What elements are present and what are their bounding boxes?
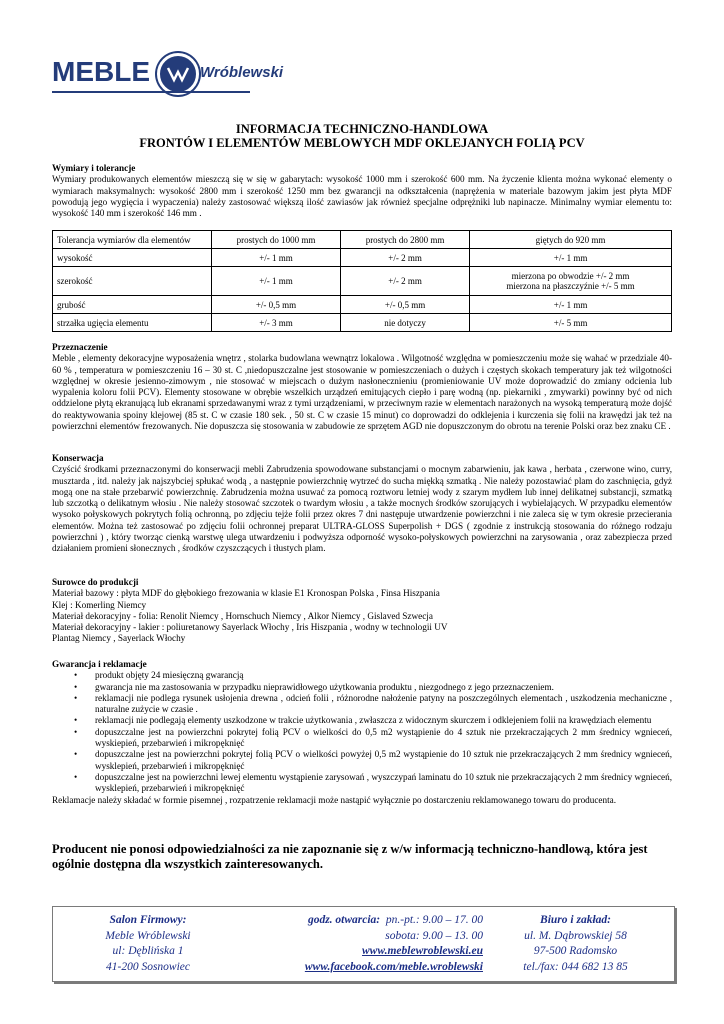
table-cell: +/- 5 mm: [470, 314, 672, 332]
table-cell: strzałka ugięcia elementu: [53, 314, 212, 332]
section-heading: Konserwacja: [52, 453, 104, 463]
list-item: • gwarancja nie ma zastosowania w przypadku nieprawidłowego użytkowania produktu , niezgodnego z jego przeznaczeniem.: [52, 682, 672, 693]
list-item: Materiał bazowy : płyta MDF do głębokiego frezowania w klasie E1 Kronospan Polska , Finsa Hiszpania: [52, 588, 440, 599]
tolerance-table: [52, 230, 672, 332]
table-header: giętych do 920 mm: [470, 231, 672, 249]
table-header: prostych do 1000 mm: [212, 231, 341, 249]
table-cell: +/- 3 mm: [212, 314, 341, 332]
section-heading: Przeznaczenie: [52, 342, 108, 352]
footer-line: Meble Wróblewski: [105, 929, 191, 942]
table-cell: szerokość: [53, 267, 212, 296]
list-item: Materiał dekoracyjny - lakier : poliuretanowy Sayerlack Włochy , Iris Hiszpania , wodny w technologii UV: [52, 622, 448, 633]
table-row: [53, 314, 672, 332]
table-cell: +/- 0,5 mm: [341, 296, 470, 314]
section-heading: Surowce do produkcji: [52, 577, 139, 587]
footer-heading: Salon Firmowy:: [109, 914, 187, 926]
section-heading: Wymiary i tolerancje: [52, 163, 136, 173]
footer-line: ul: Dęblińska 1: [112, 945, 184, 957]
section-text: Czyścić środkami przeznaczonymi do konserwacji mebli Zabrudzenia spowodowane substancjami o mocnym zabarwieniu, jak kawa , herbata , czerwone wino, curry, musztarda , itd. należy jak najszybciej spłukać wodą , a następnie powierzchnię wytrzeć do sucha miękką szmatką . Nie należy pozostawiać plam do zaschnięcia, gdyż mogą one na stałe przebarwić powierzchnię. Zabrudzenia można usuwać za pomocą roztworu letniej wody z szarym mydłem lub innej delikatnej substancji, szmatką lub szczotką o delikatnym włosiu . Nie należy stosować szczotek o twardym włosiu , a także mocnych środków szorujących i wybielających. W przypadku elementów wysoko połyskowych pokrytych folią ochronną, po zdjęciu tejże folii przez okres 7 dni następuje utwardzenie powierzchni i nie zaleca się w tym okresie przecierania elementów. Można też zastosować po zdjęciu folii ochronnej preparat ULTRA-GLOSS Superpolish + DGS ( zgodnie z instrukcją stosowania do różnego rodzaju powierzchni ) , który tworząc cienką warstwę ulega utwardzeniu i podwyższa odporność wysoko-połyskowych powierzchni na zarysowania , oraz zabezpiecza przed działaniem promieni słonecznych , środków czyszczących i tłustych plam.: [52, 464, 672, 554]
section-warranty: [52, 659, 672, 806]
table-header-row: [53, 231, 672, 249]
table-row: [53, 249, 672, 267]
table-cell: +/- 1 mm: [212, 249, 341, 267]
footer-line: 97-500 Radomsko: [533, 945, 618, 957]
section-dimensions: [52, 163, 672, 219]
footer-line: tel./fax: 044 682 13 85: [523, 960, 628, 973]
list-item: • reklamacji nie podlega rysunek usłojenia drewna , odcień folii , różnorodne nałożenie patyny na poszczególnych elementach , uszkodzenia mechaniczne , naturalne zużycie w czasie .: [52, 693, 672, 716]
producer-disclaimer: Producent nie ponosi odpowiedzialności za nie zapoznanie się z w/w informacją techniczno-handlową, która jest ogólnie dostępna dla wszystkich zainteresowanych.: [52, 842, 648, 871]
list-item: Materiał dekoracyjny - folia: Renolit Niemcy , Hornschuch Niemcy , Alkor Niemcy , Gislaved Szwecja: [52, 610, 433, 621]
section-purpose: [52, 342, 672, 432]
document-title: INFORMACJA TECHNICZNO-HANDLOWA: [235, 122, 489, 136]
footer-heading: godz. otwarcia:: [307, 914, 381, 926]
table-cell: wysokość: [53, 249, 212, 267]
logo-emblem-icon: [157, 53, 199, 95]
section-maintenance: [52, 453, 672, 555]
list-item: • dopuszczalne jest na powierzchni pokrytej folią PCV o wielkości powyżej 0,5 m2 wystąpienie do 10 sztuk nie przekraczających 2 mm średnicy wgnieceń, wysklepień, przebarwień i mikropęknięć: [52, 749, 672, 772]
table-cell-line: mierzona po obwodzie +/- 2 mm: [511, 270, 630, 281]
document-subtitle: FRONTÓW I ELEMENTÓW MEBLOWYCH MDF OKLEJANYCH FOLIĄ PCV: [139, 136, 585, 150]
logo-underline: [52, 91, 250, 93]
table-cell: +/- 1 mm: [212, 267, 341, 296]
list-item: • reklamacji nie podlegają elementy uszkodzone w trakcie użytkowania , zwłaszcza z widocznym skurczem i odklejeniem folii na krawędziach elementu: [52, 715, 672, 726]
table-cell: +/- 2 mm: [341, 249, 470, 267]
footer-showroom: [63, 913, 233, 975]
table-cell: [470, 267, 672, 296]
footer-hours-weekday: pn.-pt.: 9.00 – 17. 00: [385, 914, 483, 926]
table-cell: +/- 0,5 mm: [212, 296, 341, 314]
table-cell: +/- 1 mm: [470, 249, 672, 267]
footer-line: 41-200 Sosnowiec: [105, 960, 190, 973]
list-item: Klej : Komerling Niemcy: [52, 599, 147, 610]
footer-line: sobota: 9.00 – 13. 00: [385, 929, 483, 942]
website-link[interactable]: www.meblewroblewski.eu: [362, 945, 483, 957]
table-cell: +/- 2 mm: [341, 267, 470, 296]
footer-hours: [258, 913, 483, 975]
table-cell: nie dotyczy: [341, 314, 470, 332]
table-header: prostych do 2800 mm: [341, 231, 470, 249]
warranty-note: Reklamacje należy składać w formie pisemnej , rozpatrzenie reklamacji może nastąpić wyłącznie po dostarczeniu reklamowanego towaru do producenta.: [52, 794, 617, 805]
list-item: Plantag Niemcy , Sayerlack Włochy: [52, 633, 186, 644]
section-text: Wymiary produkowanych elementów mieszczą się w się w gabarytach: wysokość 1000 mm i szerokość 600 mm. Na życzenie klienta można wykonać elementy o wymiarach maksymalnych: wysokość 2800 mm i szerokość 1250 mm bez gwarancji na odkształcenia (naprężenia w materiale bazowym jakim jest płyta MDF powodują jego wygięcia i wypaczenia) należy zastosować większą ilość zawiasów jak również specjalne odprężniki lub napinacze. Minimalny wymiar elementu to: wysokość 140 mm i szerokość 146 mm .: [52, 174, 672, 219]
table-cell-line: mierzona na płaszczyźnie +/- 5 mm: [506, 281, 635, 291]
table-row: [53, 267, 672, 296]
logo-brand-text: MEBLE: [52, 56, 150, 87]
table-header: Tolerancja wymiarów dla elementów: [53, 231, 212, 249]
footer-office: [483, 913, 668, 975]
logo-subtext: Wróblewski: [200, 64, 284, 81]
section-heading: Gwarancja i reklamacje: [52, 659, 147, 669]
contact-footer: [52, 906, 675, 982]
list-item: • produkt objęty 24 miesięczną gwarancją: [52, 670, 672, 681]
company-logo: [52, 52, 302, 92]
list-item: • dopuszczalne jest na powierzchni lewej elementu wystąpienie zarysowań , wyszczypań laminatu do 10 sztuk nie przekraczających 2 mm średnicy wgnieceń, wysklepień, przebarwień i mikropęknięć: [52, 772, 672, 795]
footer-heading: Biuro i zakład:: [540, 914, 611, 926]
list-item: • dopuszczalne jest na powierzchni pokrytej folią PCV o wielkości do 0,5 m2 wystąpienie do 4 sztuk nie przekraczających 2 mm średnicy wgnieceń, wyskiepień, przebarwień i mikropęknięć: [52, 727, 672, 750]
facebook-link[interactable]: www.facebook.com/meble.wroblewski: [304, 960, 483, 973]
section-materials: [52, 577, 672, 645]
footer-line: ul. M. Dąbrowskiej 58: [524, 929, 627, 942]
section-text: Meble , elementy dekoracyjne wyposażenia wnętrz , stolarka budowlana wewnątrz lokalowa . Wilgotność względna w pomieszczeniu może się wahać w przedziale 40-60 % , temperatura w pomieszczeniu 16 – 30 st. C ,niedopuszczalne jest stosowanie w pomieszczeniach o dużych i częstych skokach temperatury jak też wilgotności względnej w okresie jesienno-zimowym , nie stosować w miejscach o dużym nasłonecznieniu (promieniowanie UV może doprowadzić do zmiany odcienia lub wypalenia koloru folii PCV). Elementy stosowane w obrębie wszelkich urządzeń emitujących ciepło i parę wodną (np. piekarniki , zmywarki) powinny być od nich oddzielone płytą ekranującą lub ekranami sprzedawanymi wraz z tymi urządzeniami, w przeciwnym razie w elementach narażonych na wysoką temperaturą może dojść do reaktywowania spoiny klejowej (85 st. C w czasie 180 sek. , 50 st. C w czasie 15 minut) co doprowadzi do odklejenia i kurczenia się folii na krawędzi jak też na powierzchni elementów frezowanych. Nie dopuszcza się stosowania w zabudowie ze sprzętem AGD nie dopuszczonym do obrotu na terenie Polski oraz bez znaku CE .: [52, 353, 672, 432]
table-cell: +/- 1 mm: [470, 296, 672, 314]
table-cell: grubość: [53, 296, 212, 314]
warranty-list: [52, 670, 672, 794]
table-row: [53, 296, 672, 314]
footer-line: [258, 913, 483, 929]
